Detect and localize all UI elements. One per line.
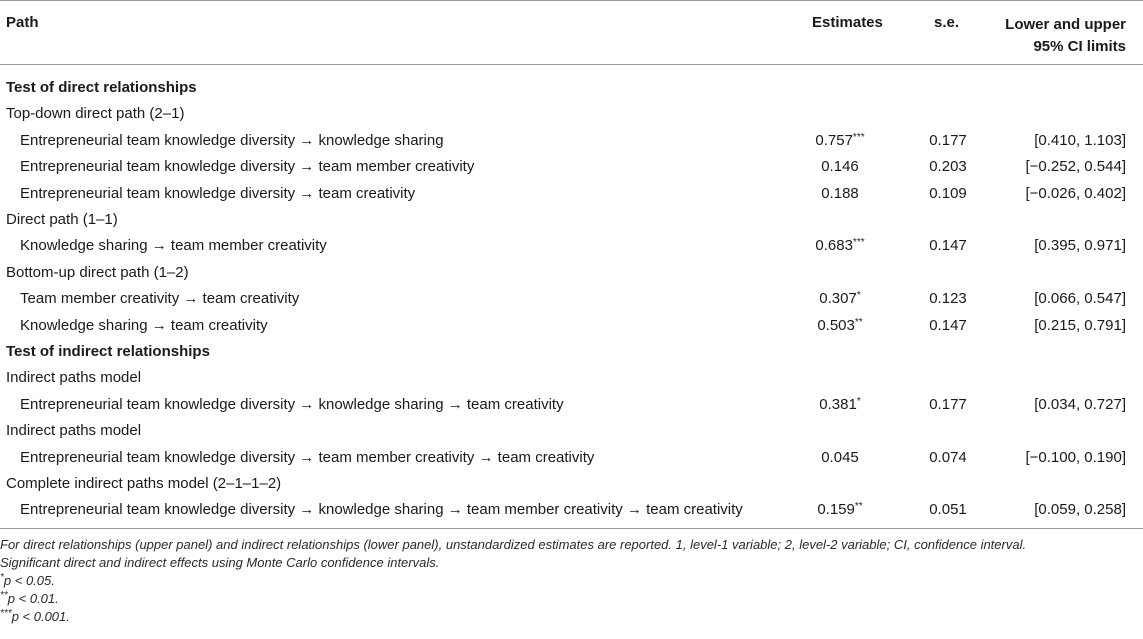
footnote-mark: ** — [0, 590, 8, 601]
se-cell: 0.109 — [929, 184, 967, 202]
estimate-value: 0.683 — [815, 237, 853, 255]
path-cell: Complete indirect paths model (2–1–1–2) — [6, 475, 282, 492]
path-cell: Knowledge sharing → team member creativity — [20, 237, 327, 255]
group-heading-row — [0, 101, 1143, 127]
header-estimates: Estimates — [812, 14, 883, 31]
footnote-p05 — [0, 572, 1140, 590]
table-row — [0, 128, 1143, 154]
estimate-cell — [780, 445, 900, 471]
ci-cell: [−0.252, 0.544] — [1025, 158, 1126, 176]
footnote-mark: *** — [0, 608, 12, 619]
footnote-text: p < 0.01. — [7, 591, 59, 606]
group-heading-row — [0, 207, 1143, 233]
table-row — [0, 286, 1143, 312]
significance-mark: * — [856, 290, 861, 302]
table-row — [0, 445, 1143, 471]
se-cell: 0.177 — [929, 395, 967, 413]
significance-mark: ** — [854, 316, 863, 328]
se-cell: 0.147 — [929, 316, 967, 334]
estimate-value: 0.188 — [821, 184, 859, 202]
path-cell: Entrepreneurial team knowledge diversity → knowledge sharing → team creativity — [20, 395, 564, 413]
group-heading-row — [0, 418, 1143, 444]
estimate-cell — [780, 313, 900, 339]
ci-cell: [0.059, 0.258] — [1034, 501, 1126, 519]
ci-cell: [−0.026, 0.402] — [1025, 184, 1126, 202]
ci-cell: [0.410, 1.103] — [1034, 131, 1126, 149]
footnote-mark: * — [0, 572, 4, 583]
path-cell: Entrepreneurial team knowledge diversity → team member creativity → team creativity — [20, 448, 595, 466]
estimate-cell — [780, 181, 900, 207]
header-path: Path — [6, 14, 39, 31]
path-cell: Indirect paths model — [6, 369, 142, 387]
path-cell: Test of indirect relationships — [6, 343, 210, 360]
table-bottom-rule — [0, 528, 1143, 529]
se-cell: 0.177 — [929, 131, 967, 149]
group-heading-row — [0, 365, 1143, 391]
estimate-value: 0.757 — [815, 131, 853, 149]
path-cell: Team member creativity → team creativity — [20, 290, 300, 308]
header-se: s.e. — [934, 14, 960, 31]
note-line-1: For direct relationships (upper panel) and indirect relationships (lower panel), unstandardized estimates are reported. 1, level-1 variable; 2, level-2 variable; CI, confidence interval. — [0, 537, 1027, 552]
se-cell: 0.074 — [929, 448, 967, 466]
significance-mark: *** — [852, 131, 865, 143]
header-ci-line2: 95% CI limits — [1033, 38, 1126, 55]
estimate-cell — [780, 154, 900, 180]
path-cell: Top-down direct path (2–1) — [6, 105, 185, 123]
group-heading-row — [0, 260, 1143, 286]
path-cell: Test of direct relationships — [6, 79, 197, 96]
estimate-value: 0.045 — [821, 448, 859, 466]
estimate-value: 0.381 — [819, 395, 857, 413]
section-heading-row — [0, 339, 1143, 365]
path-cell: Direct path (1–1) — [6, 211, 118, 228]
path-cell: Entrepreneurial team knowledge diversity → team creativity — [20, 184, 416, 202]
estimate-cell — [780, 128, 900, 154]
footnote-text: p < 0.05. — [3, 573, 55, 588]
estimate-cell — [780, 233, 900, 259]
table-row — [0, 392, 1143, 418]
ci-cell: [0.034, 0.727] — [1034, 395, 1126, 413]
estimate-value: 0.503 — [817, 316, 855, 334]
ci-cell: [0.395, 0.971] — [1034, 237, 1126, 255]
estimate-value: 0.146 — [821, 158, 859, 176]
estimate-cell — [780, 497, 900, 523]
footnote-text: p < 0.001. — [11, 609, 70, 624]
footnote-p001 — [0, 608, 1140, 626]
ci-cell: [0.066, 0.547] — [1034, 290, 1126, 308]
path-cell: Knowledge sharing → team creativity — [20, 316, 268, 334]
estimate-value: 0.159 — [817, 501, 855, 519]
note-line-2: Significant direct and indirect effects using Monte Carlo confidence intervals. — [0, 555, 440, 570]
path-cell: Entrepreneurial team knowledge diversity → knowledge sharing — [20, 131, 444, 149]
table-row — [0, 154, 1143, 180]
table-row — [0, 233, 1143, 259]
table-row — [0, 181, 1143, 207]
ci-cell: [0.215, 0.791] — [1034, 316, 1126, 334]
estimate-cell — [780, 286, 900, 312]
significance-mark: ** — [854, 501, 863, 513]
footnote-p01 — [0, 590, 1140, 608]
path-cell: Entrepreneurial team knowledge diversity → team member creativity — [20, 158, 475, 176]
significance-mark: *** — [852, 237, 865, 249]
table-top-rule — [0, 0, 1143, 1]
table-header-rule — [0, 64, 1143, 65]
estimate-value: 0.307 — [819, 290, 857, 308]
estimate-cell — [780, 392, 900, 418]
significance-mark: * — [856, 395, 861, 407]
header-ci — [980, 14, 1126, 58]
se-cell: 0.147 — [929, 237, 967, 255]
path-cell: Entrepreneurial team knowledge diversity → knowledge sharing → team member creativity → team creativity — [20, 501, 743, 519]
path-cell: Indirect paths model — [6, 422, 142, 440]
se-cell: 0.051 — [929, 501, 967, 519]
ci-cell: [−0.100, 0.190] — [1025, 448, 1126, 466]
table-row — [0, 497, 1143, 523]
table-notes — [0, 536, 1140, 626]
se-cell: 0.123 — [929, 290, 967, 308]
header-ci-line1: Lower and upper — [1005, 16, 1126, 33]
group-heading-row — [0, 471, 1143, 497]
table-row — [0, 313, 1143, 339]
se-cell: 0.203 — [929, 158, 967, 176]
section-heading-row — [0, 75, 1143, 101]
path-cell: Bottom-up direct path (1–2) — [6, 263, 189, 281]
